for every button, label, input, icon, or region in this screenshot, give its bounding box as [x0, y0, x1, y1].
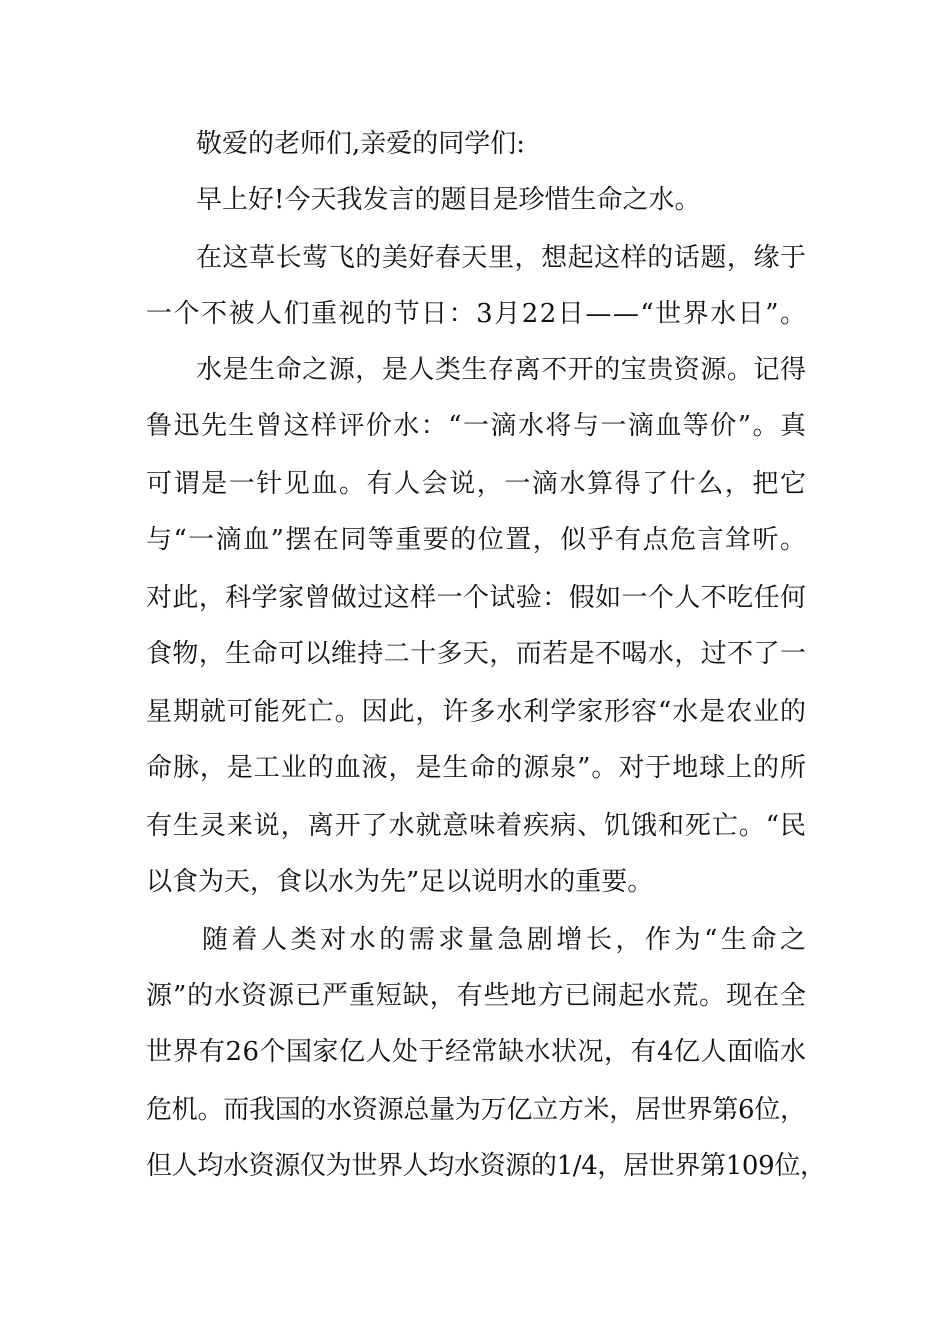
paragraph-3-line-1: 随着人类对水的需求量急剧增长，作为“生命之 — [202, 925, 810, 955]
paragraph-3-line-2: 源”的水资源已严重短缺，有些地方已闹起水荒。现在全 — [146, 981, 807, 1011]
paragraph-2-line-2: 鲁迅先生曾这样评价水：“一滴水将与一滴血等价”。真 — [146, 411, 808, 441]
paragraph-2-line-9: 有生灵来说，离开了水就意味着疾病、饥饿和死亡。“民 — [146, 811, 807, 841]
paragraph-2-line-5: 对此，科学家曾做过这样一个试验：假如一个人不吃任何 — [146, 583, 807, 613]
paragraph-3-line-4: 危机。而我国的水资源总量为万亿立方米，居世界第6位， — [146, 1095, 806, 1125]
paragraph-3-line-3: 世界有26个国家亿人处于经常缺水状况，有4亿人面临水 — [146, 1037, 807, 1067]
paragraph-2-line-10: 以食为天，食以水为先”足以说明水的重要。 — [146, 867, 654, 897]
paragraph-1-line-1: 在这草长莺飞的美好春天里，想起这样的话题，缘于 — [196, 243, 807, 273]
paragraph-2-line-6: 食物，生命可以维持二十多天，而若是不喝水，过不了一 — [146, 639, 807, 669]
paragraph-2-line-7: 星期就可能死亡。因此，许多水利学家形容“水是农业的 — [146, 697, 807, 727]
salutation-line: 敬爱的老师们,亲爱的同学们: — [196, 129, 526, 159]
paragraph-1-line-2: 一个不被人们重视的节日：3月22日——“世界水日”。 — [146, 299, 808, 329]
paragraph-2-line-3: 可谓是一针见血。有人会说，一滴水算得了什么，把它 — [146, 469, 808, 499]
paragraph-2-line-4: 与“一滴血”摆在同等重要的位置，似乎有点危言耸听。 — [146, 525, 808, 555]
paragraph-2-line-1: 水是生命之源，是人类生存离不开的宝贵资源。记得 — [196, 355, 807, 385]
greeting-line: 早上好!今天我发言的题目是珍惜生命之水。 — [196, 185, 701, 215]
paragraph-3-line-5: 但人均水资源仅为世界人均水资源的1/4，居世界第109位， — [146, 1151, 826, 1181]
paragraph-2-line-8: 命脉，是工业的血液，是生命的源泉”。对于地球上的所 — [146, 753, 807, 783]
